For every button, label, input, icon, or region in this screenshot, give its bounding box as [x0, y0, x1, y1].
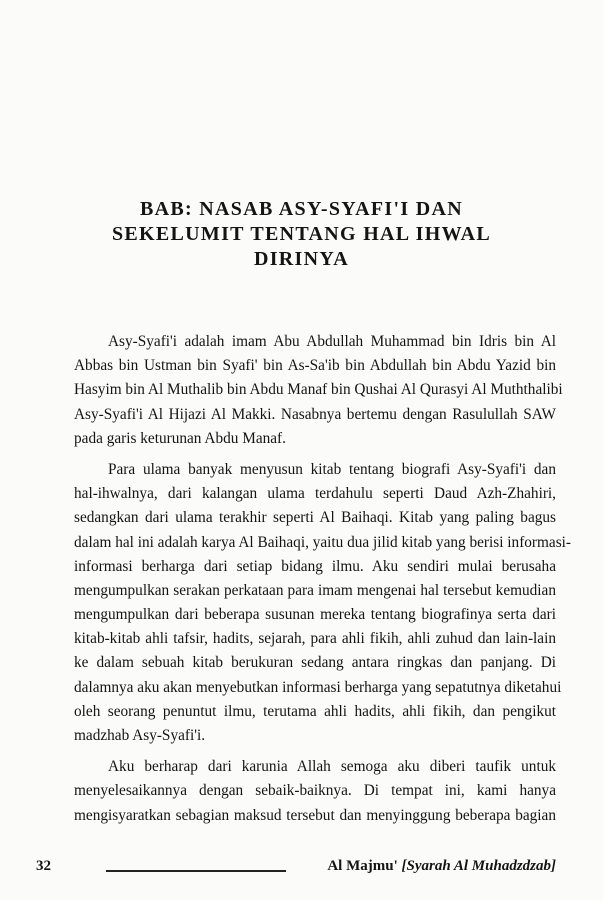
- text-line: hal-ihwalnya, dari kalangan ulama terdahulu seperti Daud Azh-Zhahiri,: [74, 485, 556, 503]
- text-line: pada garis keturunan Abdu Manaf.: [74, 429, 286, 447]
- text-line: dalamnya aku akan menyebutkan informasi berharga yang sepatutnya diketahui: [74, 678, 562, 696]
- text-line: sedangkan dari ulama terakhir seperti Al Baihaqi. Kitab yang paling bagus: [74, 509, 556, 527]
- paragraph: [74, 458, 572, 748]
- text-line: Aku berharap dari karunia Allah semoga aku diberi taufik untuk: [108, 758, 556, 776]
- text-line: ke dalam sebuah kitab berukuran sedang antara ringkas dan panjang. Di: [74, 654, 556, 672]
- text-line: kitab-kitab ahli tafsir, hadits, sejarah, para ahli fikih, ahli zuhud dan lain-lain: [74, 630, 556, 648]
- text-line: mengisyaratkan sebagian maksud tersebut dan menyinggung beberapa bagian: [74, 806, 556, 824]
- text-line: mengumpulkan dari beberapa susunan mereka tentang biografinya serta dari: [74, 606, 556, 624]
- text-line: Abbas bin Ustman bin Syafi' bin As-Sa'ib bin Abdullah bin Abdu Yazid bin: [74, 357, 556, 375]
- text-line: Asy-Syafi'i Al Hijazi Al Makki. Nasabnya bertemu dengan Rasulullah SAW: [74, 405, 556, 423]
- chapter-title-line: BAB: NASAB ASY-SYAFI'I DAN: [140, 198, 463, 220]
- book-subtitle: [Syarah Al Muhadzdzab]: [401, 858, 556, 874]
- page-footer: [36, 858, 556, 880]
- running-title: [327, 858, 556, 875]
- book-title: Al Majmu': [327, 858, 398, 874]
- text-line: Para ulama banyak menyusun kitab tentang biografi Asy-Syafi'i dan: [108, 460, 556, 478]
- paragraph: [74, 330, 563, 451]
- paragraph: [74, 755, 556, 828]
- chapter-title-line: SEKELUMIT TENTANG HAL IHWAL: [111, 223, 492, 245]
- body-text: [74, 330, 572, 828]
- chapter-title: [60, 197, 543, 272]
- text-line: informasi berharga dari setiap bidang ilmu. Aku sendiri mulai berusaha: [74, 557, 556, 575]
- page-number: 32: [36, 858, 51, 874]
- chapter-title-line: DIRINYA: [253, 248, 350, 270]
- footer-rule: [106, 870, 286, 872]
- text-line: madzhab Asy-Syafi'i.: [74, 727, 206, 744]
- text-line: menyelesaikannya dengan sebaik-baiknya. Di tempat ini, kami hanya: [74, 782, 556, 800]
- text-line: mengumpulkan serakan perkataan para imam mengenai hal tersebut kemudian: [74, 581, 556, 599]
- text-line: dalam hal ini adalah karya Al Baihaqi, yaitu dua jilid kitab yang berisi informasi-: [74, 533, 572, 551]
- text-line: oleh seorang penuntut ilmu, terutama ahli hadits, ahli fikih, dan pengikut: [74, 702, 556, 720]
- text-line: Hasyim bin Al Muthalib bin Abdu Manaf bin Qushai Al Qurasyi Al Muththalibi: [74, 381, 563, 399]
- text-line: Asy-Syafi'i adalah imam Abu Abdullah Muhammad bin Idris bin Al: [108, 333, 556, 350]
